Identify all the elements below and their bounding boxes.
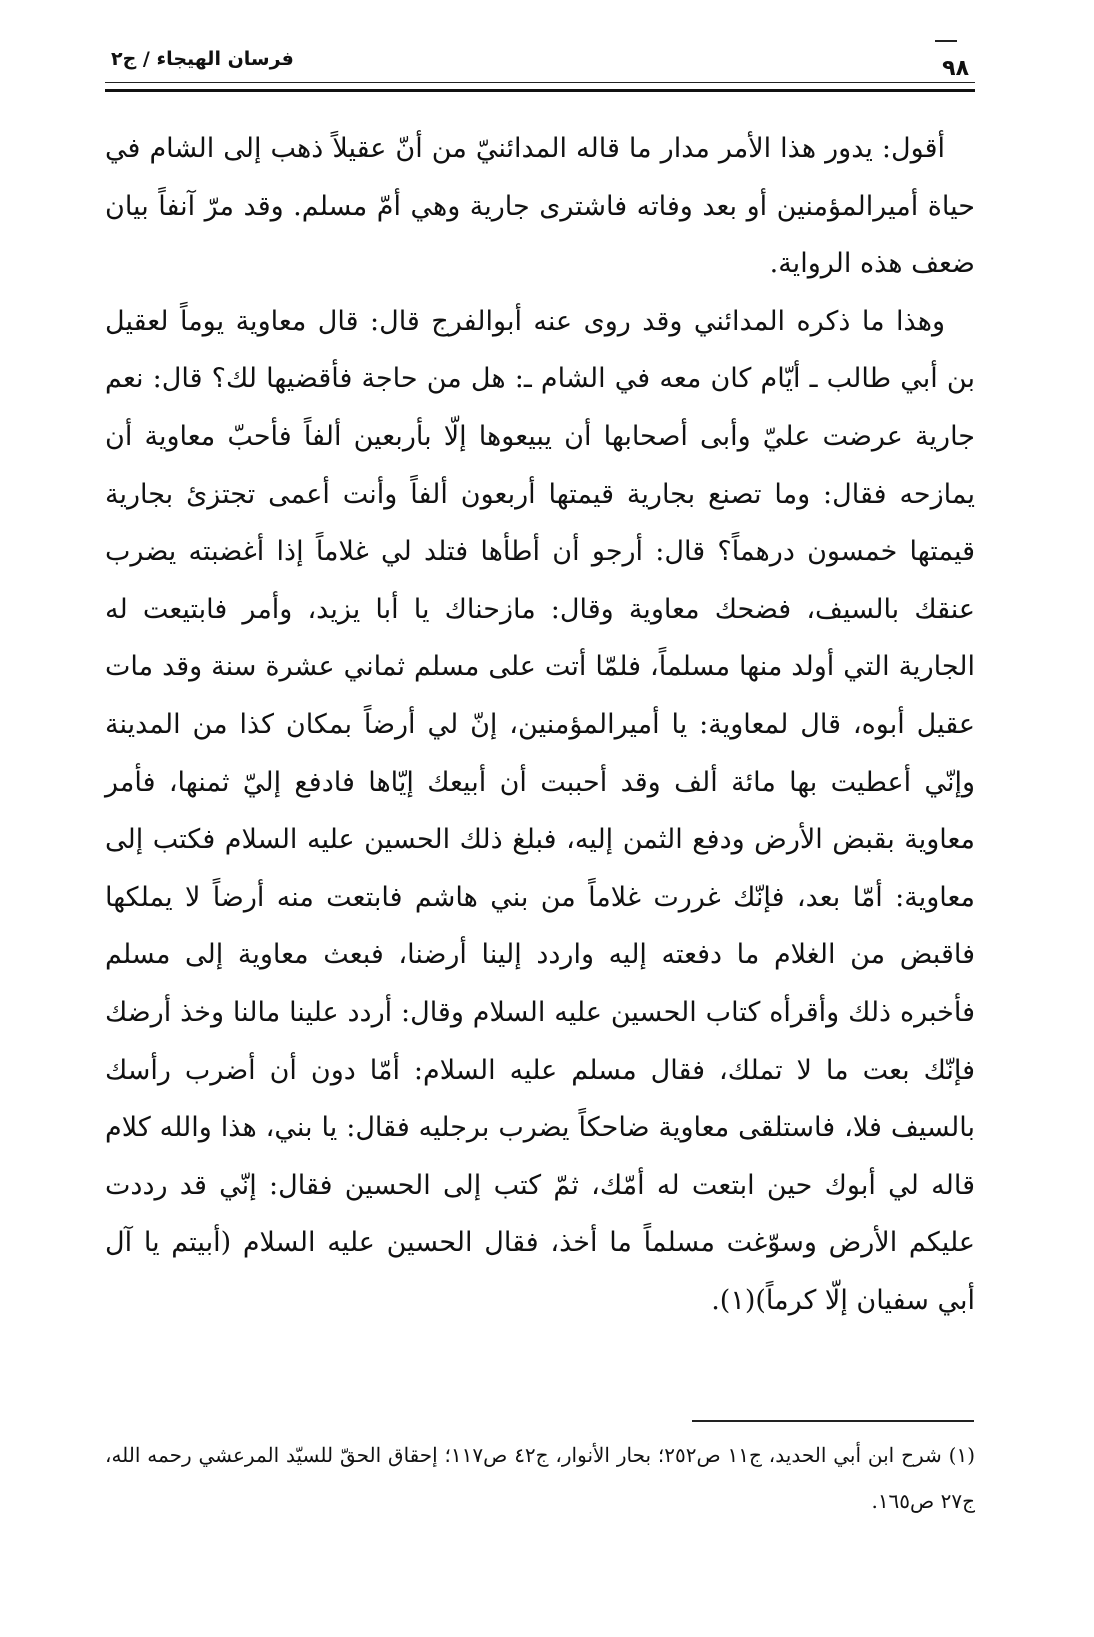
page-header (105, 40, 975, 100)
footnote-separator (692, 1420, 974, 1422)
footnote (105, 1432, 975, 1524)
header-rule-thin (105, 82, 975, 83)
header-rule-thick (105, 89, 975, 92)
footnote-text: (١) شرح ابن أبي الحديد، ج١١ ص٢٥٢؛ بحار الأنوار، ج٤٢ ص١١٧؛ إحقاق الحقّ للسيّد المرعشي رحمه الله، ج٢٧ ص١٦٥. (105, 1443, 975, 1513)
main-text (105, 120, 975, 1329)
running-title: فرسان الهيجاء / ج٢ (111, 48, 294, 70)
paragraph-2: وهذا ما ذكره المدائني وقد روى عنه أبوالفرج قال: قال معاوية يوماً لعقيل بن أبي طالب ـ أيّام كان معه في الشام ـ: هل من حاجة فأقضيها لك؟ قال: نعم جارية عرضت عليّ وأبى أصحابها أن يبيعوها إلّا بأربعين ألفاً فأحبّ معاوية أن يمازحه فقال: وما تصنع بجارية قيمتها أربعون ألفاً وأنت أعمى تجتزئ بجارية قيمتها خمسون درهماً؟ قال: أرجو أن أطأها فتلد لي غلاماً إذا أغضبته يضرب عنقك بالسيف، فضحك معاوية وقال: مازحناك يا أبا يزيد، وأمر فابتيعت له الجارية التي أولد منها مسلماً، فلمّا أتت على مسلم ثماني عشرة سنة وقد مات عقيل أبوه، قال لمعاوية: يا أميرالمؤمنين، إنّ لي أرضاً بمكان كذا من المدينة وإنّي أعطيت بها مائة ألف وقد أحببت أن أبيعك إيّاها فادفع إليّ ثمنها، فأمر معاوية بقبض الأرض ودفع الثمن إليه، فبلغ ذلك الحسين عليه السلام فكتب إلى معاوية: أمّا بعد، فإنّك غررت غلاماً من بني هاشم فابتعت منه أرضاً لا يملكها فاقبض من الغلام ما دفعته إليه واردد إلينا أرضنا، فبعث معاوية إلى مسلم فأخبره ذلك وأقرأه كتاب الحسين عليه السلام وقال: أردد علينا مالنا وخذ أرضك فإنّك بعت ما لا تملك، فقال مسلم عليه السلام: أمّا دون أن أضرب رأسك بالسيف فلا، فاستلقى معاوية ضاحكاً يضرب برجليه فقال: يا بني، هذا والله كلام قاله لي أبوك حين ابتعت له أمّك، ثمّ كتب إلى الحسين فقال: إنّي قد رددت عليكم الأرض وسوّغت مسلماً ما أخذ، فقال الحسين عليه السلام (أبيتم يا آل أبي سفيان إلّا كرماً)(١). (105, 305, 975, 1316)
header-ornament-dash (935, 40, 957, 45)
page-number: ٩٨ (942, 56, 969, 81)
paragraph-1: أقول: يدور هذا الأمر مدار ما قاله المدائنيّ من أنّ عقيلاً ذهب إلى الشام في حياة أميرالمؤمنين أو بعد وفاته فاشترى جارية وهي أمّ مسلم. وقد مرّ آنفاً بيان ضعف هذه الرواية. (105, 133, 975, 280)
